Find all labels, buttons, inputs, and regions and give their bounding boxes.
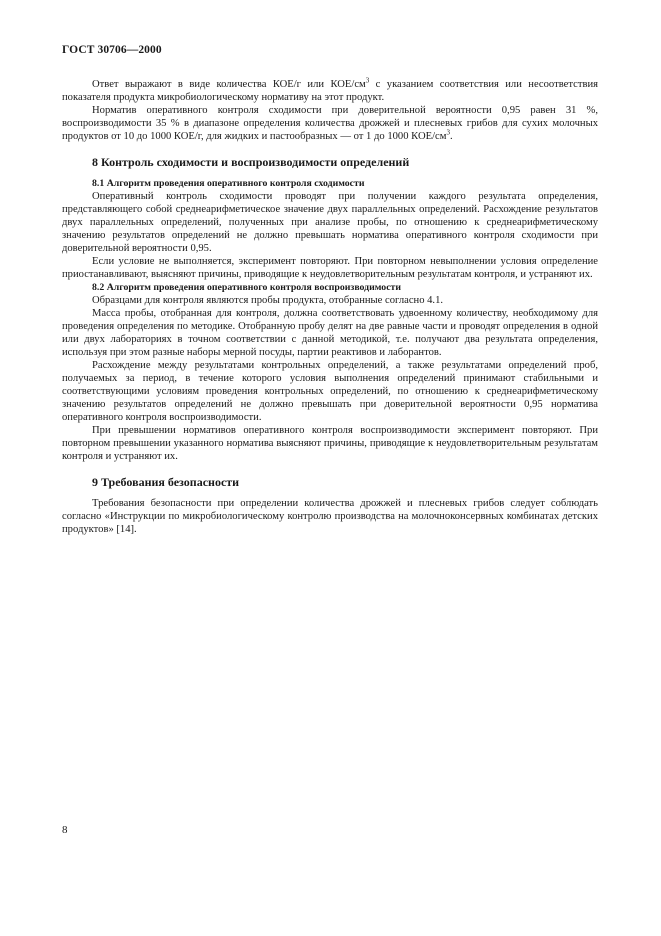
- subsection-8-1-paragraph-2: Если условие не выполняется, эксперимент повторяют. При повторном невыполнении условия определение приостанавливают, выясняют причины, приводящие к неудовлетворительным результатам контроля, и устраняют их.: [62, 256, 598, 280]
- document-body: [62, 78, 598, 536]
- section-9-paragraph-1: Требования безопасности при определении количества дрожжей и плесневых грибов следует соблюдать согласно «Инструкции по микробиологическому контролю производства на молочноконсервных комбинатах детских продуктов» [14].: [62, 498, 598, 535]
- subsection-8-2-paragraph-2: Масса пробы, отобранная для контроля, должна соответствовать удвоенному количеству, необходимому для проведения определения по методике. Отобранную пробу делят на две равные части и проводят определения в одной или двух лабораториях в точном соответствии с данной методикой, т.е. получают два результата определения, используя при этом разные наборы мерной посуды, партии реактивов и лаборантов.: [62, 308, 598, 358]
- subsection-8-2-title: 8.2 Алгоритм проведения оперативного контроля воспроизводимости: [92, 282, 402, 293]
- page-number: 8: [62, 824, 68, 836]
- subsection-8-2-paragraph-3: Расхождение между результатами контрольных определений, а также результатами определений проб, получаемых за период, в течение которого условия выполнения определений принимают стабильными и соответствующими условиям проведения контрольных определений, по отношению к среднеарифметическому значению результатов определений не должно превышать при доверительной вероятности 0,95 норматива оперативного контроля воспроизводимости.: [62, 360, 598, 423]
- subsection-8-1-title: 8.1 Алгоритм проведения оперативного контроля сходимости: [92, 178, 365, 189]
- subsection-8-1-paragraph-1: Оперативный контроль сходимости проводят при получении каждого результата определения, представляющего собой среднеарифметическое значение двух параллельных определений. Расхождение результатов двух параллельных определений, полученных при анализе пробы, по отношению к среднеарифметическому значению результатов определений не должно превышать норматива оперативного контроля сходимости при доверительной вероятности 0,95.: [62, 191, 598, 254]
- subsection-8-2-paragraph-4: При превышении нормативов оперативного контроля воспроизводимости эксперимент повторяют. При повторном превышении указанного норматива выясняют причины, приводящие к неудовлетворительным результатам контроля и устраняют их.: [62, 425, 598, 462]
- intro-paragraph-2: Норматив оперативного контроля сходимости при доверительной вероятности 0,95 равен 31 %, воспроизводимости 35 % в диапазоне определения количества дрожжей и плесневых грибов для сухих молочных продуктов от 10 до 1000 КОЕ/г, для жидких и пастообразных — от 1 до 1000 КОЕ/$см^3$.: [62, 105, 598, 142]
- subsection-8-2-paragraph-1: Образцами для контроля являются пробы продукта, отобранные согласно 4.1.: [92, 295, 444, 306]
- intro-paragraph-1: Ответ выражают в виде количества КОЕ/г или КОЕ/$см^3$ с указанием соответствия или несоответствия показателя продукта микробиологическому нормативу на этот продукт.: [62, 76, 598, 103]
- section-9-title: 9 Требования безопасности: [92, 475, 240, 489]
- section-8-title: 8 Контроль сходимости и воспроизводимости определений: [92, 155, 410, 169]
- document-header: ГОСТ 30706—2000: [62, 44, 162, 56]
